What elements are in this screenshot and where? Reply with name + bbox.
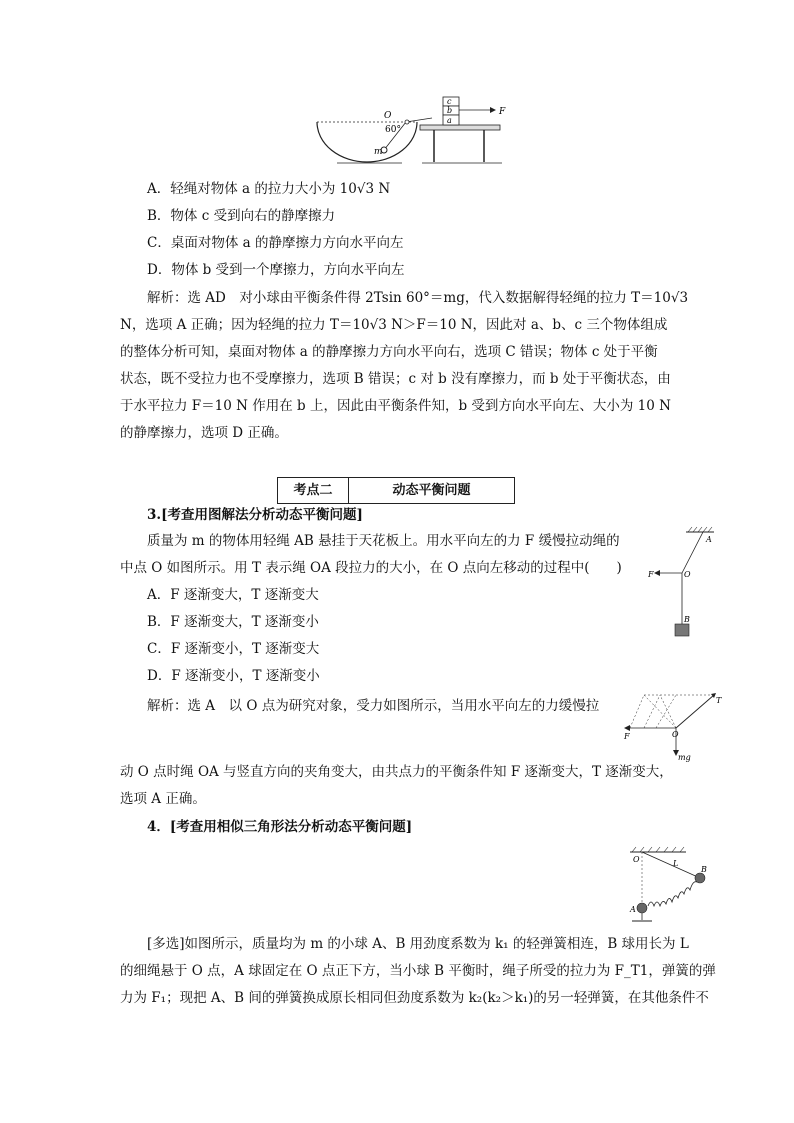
fig1-a: a	[447, 116, 452, 125]
q3-fig-B: B	[684, 615, 690, 624]
fig1-F: F	[499, 107, 506, 117]
q2-option-d: D．物体 b 受到一个摩擦力，方向水平向左	[147, 262, 405, 278]
spring-balls-figure	[620, 846, 720, 926]
q4-fig-L: L	[673, 859, 679, 868]
q3-option-c: C．F 逐渐变小，T 逐渐变大	[147, 641, 320, 657]
bowl-table-figure	[312, 92, 514, 166]
q3-analysis-1: 解析：选 A 以 O 点为研究对象，受力如图所示，当用水平向左的力缓慢拉	[147, 698, 600, 714]
q3-force-O: O	[672, 730, 679, 739]
section-title: 动态平衡问题	[392, 483, 471, 498]
fig1-O: O	[384, 111, 392, 121]
q4-header: 4．[考查用相似三角形法分析动态平衡问题]	[147, 819, 413, 835]
q2-analysis-line-6: 的静摩擦力，选项 D 正确。	[120, 425, 288, 441]
section-header-box	[277, 477, 515, 504]
q2-option-c: C．桌面对物体 a 的静摩擦力方向水平向左	[147, 235, 404, 251]
fig1-angle: 60°	[385, 125, 401, 135]
q3-fig-F: F	[648, 570, 654, 579]
q4-line-2: 的细绳悬于 O 点，A 球固定在 O 点正下方，当小球 B 平衡时，绳子所受的拉力为 F_T1，弹簧的弹	[120, 963, 716, 979]
q3-option-a: A．F 逐渐变大，T 逐渐变大	[147, 587, 319, 603]
q3-analysis-3: 选项 A 正确。	[120, 791, 206, 807]
q4-fig-O: O	[633, 855, 640, 864]
q4-line-1: [多选]如图所示，质量均为 m 的小球 A、B 用劲度系数为 k₁ 的轻弹簧相连，B 球用长为 L	[147, 936, 689, 952]
q3-option-b: B．F 逐渐变大，T 逐渐变小	[147, 614, 319, 630]
q2-option-a: A．轻绳对物体 a 的拉力大小为 10√3 N	[147, 181, 391, 197]
section-label: 考点二	[278, 478, 349, 503]
q4-fig-B: B	[701, 865, 707, 874]
rope-pulling-figure	[648, 526, 718, 641]
q3-analysis-2: 动 O 点时绳 OA 与竖直方向的夹角变大，由共点力的平衡条件知 F 逐渐变大，T 逐渐变大，	[120, 764, 673, 780]
q2-analysis-line-4: 状态，既不受拉力也不受摩擦力，选项 B 错误；c 对 b 没有摩擦力，而 b 处于平衡状态，由	[120, 371, 671, 387]
q4-fig-A: A	[630, 905, 636, 914]
q2-analysis-line-3: 的整体分析可知，桌面对物体 a 的静摩擦力方向水平向右，选项 C 错误；物体 c 处于平衡	[120, 344, 658, 360]
q3-stem-1: 质量为 m 的物体用轻绳 AB 悬挂于天花板上。用水平向左的力 F 缓慢拉动绳的	[147, 533, 620, 549]
q3-option-d: D．F 逐渐变小，T 逐渐变小	[147, 668, 320, 684]
q3-fig-O: O	[684, 570, 691, 579]
force-diagram-figure	[616, 690, 726, 762]
fig1-c: c	[447, 97, 452, 106]
fig1-m: m	[374, 147, 383, 157]
q3-force-F: F	[624, 732, 630, 741]
q3-fig-A: A	[706, 535, 712, 544]
q3-force-T: T	[716, 696, 722, 705]
q4-line-3: 力为 F₁；现把 A、B 间的弹簧换成原长相同但劲度系数为 k₂(k₂＞k₁)的另一轻弹簧，在其他条件不	[120, 990, 709, 1006]
q3-header: 3.[考查用图解法分析动态平衡问题]	[147, 507, 363, 523]
q3-stem-2: 中点 O 如图所示。用 T 表示绳 OA 段拉力的大小，在 O 点向左移动的过程中( )	[120, 560, 622, 576]
q2-analysis-line-2: N，选项 A 正确；因为轻绳的拉力 T＝10√3 N＞F＝10 N，因此对 a、b、c 三个物体组成	[120, 317, 668, 333]
q3-force-mg: mg	[678, 753, 691, 762]
q2-analysis-line-1: 解析：选 AD 对小球由平衡条件得 2Tsin 60°＝mg，代入数据解得轻绳的拉力 T＝10√3	[147, 290, 689, 306]
fig1-b: b	[447, 106, 453, 115]
q2-analysis-line-5: 于水平拉力 F＝10 N 作用在 b 上，因此由平衡条件知，b 受到方向水平向左、大小为 10 N	[120, 398, 671, 414]
q2-option-b: B．物体 c 受到向右的静摩擦力	[147, 208, 336, 224]
